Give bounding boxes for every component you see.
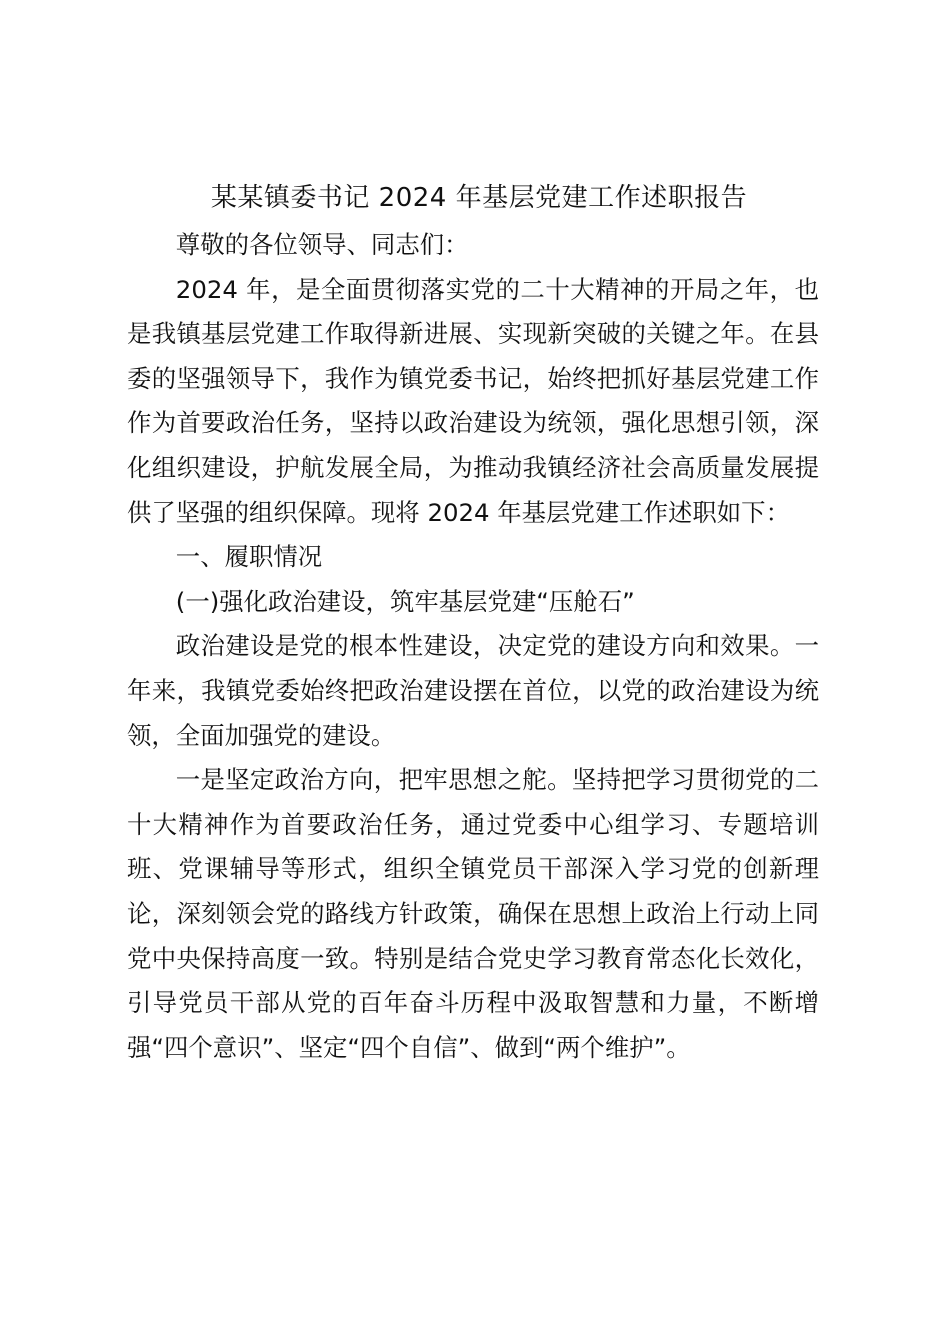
paragraph-political-direction: 一是坚定政治方向，把牢思想之舵。坚持把学习贯彻党的二十大精神作为首要政治任务，通过党委中心组学习、专题培训班、党课辅导等形式，组织全镇党员干部深入学习党的创新理论，深刻领会党的路线方针政策，确保在思想上政治上行动上同党中央保持高度一致。特别是结合党史学习教育常态化长效化，引导党员干部从党的百年奋斗历程中汲取智慧和力量，不断增强“四个意识”、坚定“四个自信”、做到“两个维护”。 (127, 765, 819, 1062)
paragraph-political-construction: 政治建设是党的根本性建设，决定党的建设方向和效果。一年来，我镇党委始终把政治建设摆在首位，以党的政治建设为统领，全面加强党的建设。 (127, 631, 819, 750)
document-body (127, 223, 819, 1070)
document-title: 某某镇委书记 2024 年基层党建工作述职报告 (210, 183, 748, 213)
salutation: 尊敬的各位领导、同志们： (175, 230, 469, 259)
paragraph-intro: 2024 年，是全面贯彻落实党的二十大精神的开局之年，也是我镇基层党建工作取得新进展、实现新突破的关键之年。在县委的坚强领导下，我作为镇党委书记，始终把抓好基层党建工作作为首要政治任务，坚持以政治建设为统领，强化思想引领，深化组织建设，护航发展全局，为推动我镇经济社会高质量发展提供了坚强的组织保障。现将 2024 年基层党建工作述职如下： (127, 274, 819, 527)
section-heading: 一、履职情况 (175, 542, 323, 572)
subsection-heading: (一)强化政治建设，筑牢基层党建“压舱石” (175, 586, 635, 616)
